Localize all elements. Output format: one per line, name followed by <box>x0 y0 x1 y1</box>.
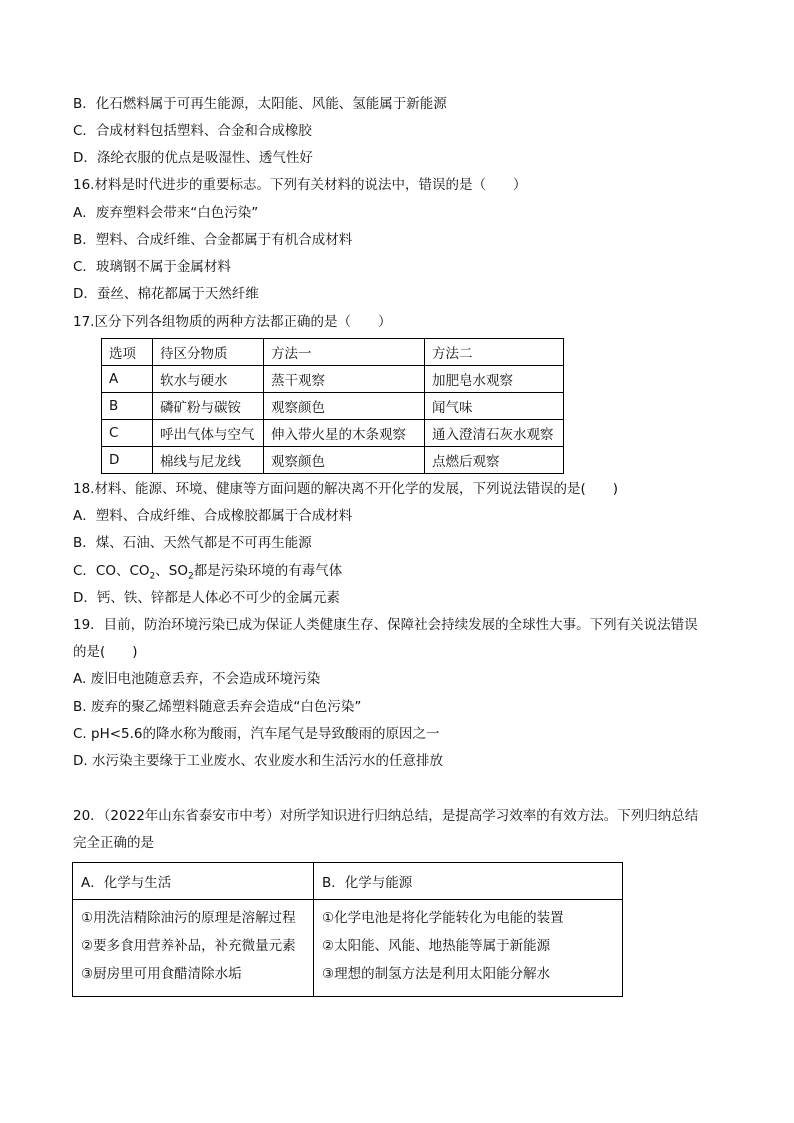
q18-option-c-suffix: 都是污染环境的有毒气体 <box>193 563 343 579</box>
table-header-cell: A．化学与生活 <box>73 863 314 900</box>
q16-option-d: D．蚕丝、棉花都属于天然纤维 <box>73 286 259 302</box>
q15-option-d: D．涤纶衣服的优点是吸湿性、透气性好 <box>73 150 313 166</box>
table-cell <box>73 900 314 997</box>
list-item: ②要多食用营养补品，补充微量元素 <box>81 938 296 954</box>
q18-option-b: B．煤、石油、天然气都是不可再生能源 <box>73 535 312 551</box>
table-cell: 蒸干观察 <box>264 366 425 393</box>
table-cell: A <box>102 366 153 393</box>
table-header-cell: 方法一 <box>264 339 425 366</box>
q19-stem-line2: 的是( ) <box>73 644 138 660</box>
table-cell: 加肥皂水观察 <box>425 366 564 393</box>
table-cell: 观察颜色 <box>264 447 425 474</box>
table-cell: D <box>102 447 153 474</box>
table-header-cell: B．化学与能源 <box>314 863 623 900</box>
q19-option-d: D. 水污染主要缘于工业废水、农业废水和生活污水的任意排放 <box>73 753 443 769</box>
table-row <box>102 393 564 420</box>
q19-stem-line1: 19．目前，防治环境污染已成为保证人类健康生存、保障社会持续发展的全球性大事。下列有关说法错误 <box>73 617 698 633</box>
q15-option-c: C．合成材料包括塑料、合金和合成橡胶 <box>73 123 312 139</box>
table-row <box>102 447 564 474</box>
q19-option-c: C. pH<5.6的降水称为酸雨，汽车尾气是导致酸雨的原因之一 <box>73 726 440 742</box>
table-row <box>102 420 564 447</box>
table-cell: 点燃后观察 <box>425 447 564 474</box>
table-row <box>102 366 564 393</box>
q18-option-d: D．钙、铁、锌都是人体必不可少的金属元素 <box>73 590 340 606</box>
q19-option-b: B. 废弃的聚乙烯塑料随意丢弃会造成“白色污染” <box>73 699 362 715</box>
table-cell: 观察颜色 <box>264 393 425 420</box>
table-cell: C <box>102 420 153 447</box>
q18-option-c-prefix: C．CO、CO <box>73 563 150 579</box>
q17-stem: 17.区分下列各组物质的两种方法都正确的是（ ） <box>73 314 392 330</box>
q18-stem: 18.材料、能源、环境、健康等方面问题的解决离不开化学的发展，下列说法错误的是( ) <box>73 481 619 497</box>
table-header-cell: 方法二 <box>425 339 564 366</box>
table-cell: 磷矿粉与碳铵 <box>153 393 264 420</box>
q16-option-a: A．废弃塑料会带来“白色污染” <box>73 205 259 221</box>
table-cell: 呼出气体与空气 <box>153 420 264 447</box>
q20-stem-line1: 20．（2022年山东省泰安市中考）对所学知识进行归纳总结，是提高学习效率的有效方法。下列归纳总结 <box>73 808 699 824</box>
list-item: ②太阳能、风能、地热能等属于新能源 <box>322 938 551 954</box>
q16-stem: 16.材料是时代进步的重要标志。下列有关材料的说法中，错误的是（ ） <box>73 177 527 193</box>
table-header-cell: 待区分物质 <box>153 339 264 366</box>
table-header-row <box>73 863 623 900</box>
list-item: ①用洗洁精除油污的原理是溶解过程 <box>81 910 296 926</box>
list-item: ③理想的制氢方法是利用太阳能分解水 <box>322 966 551 982</box>
q19-option-a: A. 废旧电池随意丢弃，不会造成环境污染 <box>73 671 321 687</box>
table-cell: 闻气味 <box>425 393 564 420</box>
table-cell: 软水与硬水 <box>153 366 264 393</box>
table-cell: 棉线与尼龙线 <box>153 447 264 474</box>
list-item: ①化学电池是将化学能转化为电能的装置 <box>322 910 564 926</box>
table-header-cell: 选项 <box>102 339 153 366</box>
subscript: 2 <box>149 571 156 582</box>
q20-stem-line2: 完全正确的是 <box>73 835 154 851</box>
table-cell: 通入澄清石灰水观察 <box>425 420 564 447</box>
q20-table <box>72 862 623 997</box>
q17-table <box>101 338 564 474</box>
table-cell: 伸入带火星的木条观察 <box>264 420 425 447</box>
q16-option-c: C．玻璃钢不属于金属材料 <box>73 259 231 275</box>
q15-option-b: B．化石燃料属于可再生能源，太阳能、风能、氢能属于新能源 <box>73 96 447 112</box>
q16-option-b: B．塑料、合成纤维、合金都属于有机合成材料 <box>73 232 353 248</box>
table-cell <box>314 900 623 997</box>
subscript: 2 <box>187 571 194 582</box>
list-item: ③厨房里可用食醋清除水垢 <box>81 966 242 982</box>
q18-option-a: A．塑料、合成纤维、合成橡胶都属于合成材料 <box>73 508 353 524</box>
q18-option-c-mid: 、SO <box>155 563 188 579</box>
table-row <box>73 900 623 997</box>
table-cell: B <box>102 393 153 420</box>
q18-option-c <box>73 561 342 587</box>
table-header-row <box>102 339 564 366</box>
